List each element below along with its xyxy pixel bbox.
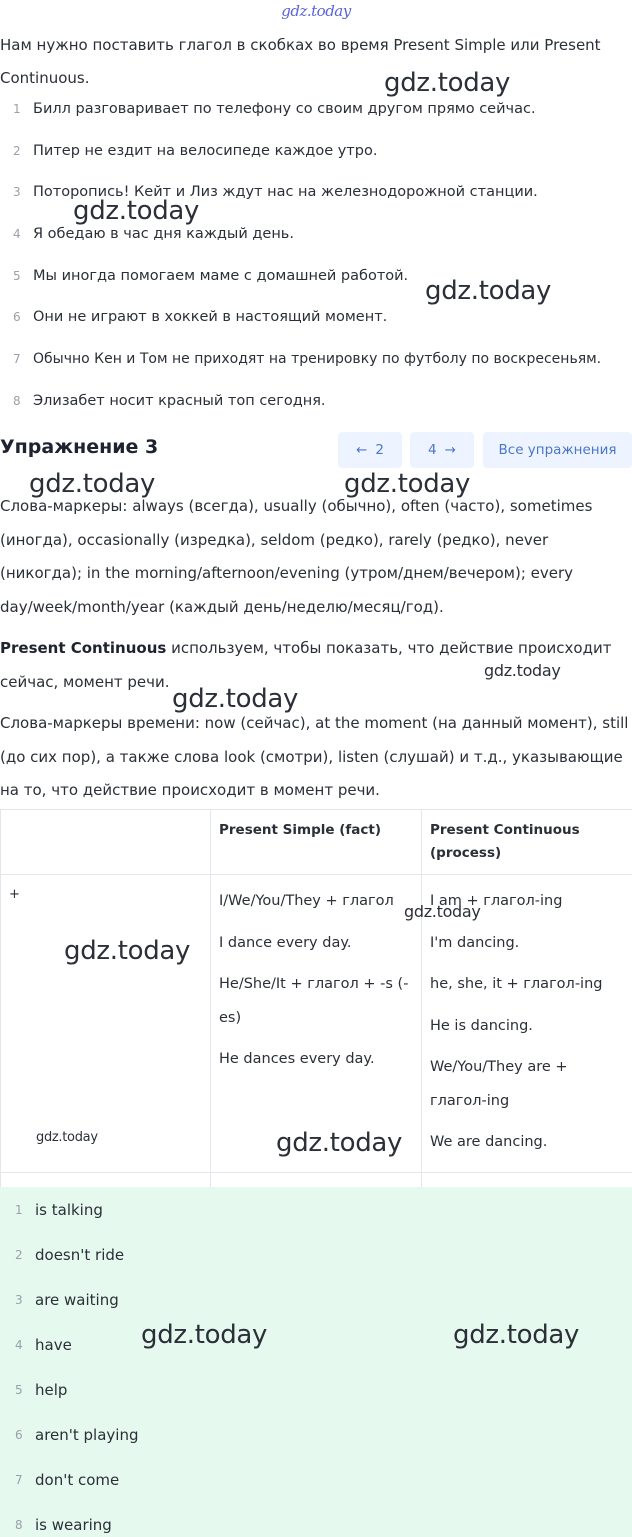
continuous-term: Present Continuous bbox=[0, 639, 167, 657]
table-header bbox=[1, 810, 211, 875]
item-number: 5 bbox=[13, 268, 21, 283]
item-text: Элизабет носит красный топ сегодня. bbox=[33, 392, 326, 409]
arrow-right-icon: → bbox=[444, 442, 456, 458]
continuous-usage-text: используем, чтобы показать, что действие происходит сейчас, момент речи. bbox=[0, 639, 612, 691]
table-cell-continuous bbox=[422, 875, 632, 1173]
list-item bbox=[0, 171, 632, 213]
item-number: 6 bbox=[13, 310, 21, 325]
answer-text: are waiting bbox=[35, 1290, 119, 1309]
item-text: Обычно Кен и Том не приходят на тренировку по футболу по воскресеньям. bbox=[33, 350, 602, 367]
table-cell-sign: + bbox=[1, 875, 211, 1173]
grammar-table bbox=[0, 809, 632, 1229]
answer-text: is talking bbox=[35, 1200, 103, 1219]
list-item bbox=[0, 88, 632, 130]
watermark: gdz.today bbox=[404, 902, 481, 921]
item-number: 8 bbox=[13, 393, 21, 408]
answer-number: 4 bbox=[15, 1337, 23, 1352]
answer-item bbox=[0, 1232, 632, 1277]
table-header: Present Continuous (process) bbox=[422, 810, 632, 875]
answer-item bbox=[0, 1502, 632, 1537]
exercise-translation-list bbox=[0, 88, 632, 422]
answer-text: don't come bbox=[35, 1470, 120, 1489]
watermark: gdz.today bbox=[64, 936, 191, 966]
theory-section bbox=[0, 490, 630, 816]
answer-item bbox=[0, 1367, 632, 1412]
table-cell-line: I am + глагол-ing bbox=[430, 893, 563, 909]
watermark: gdz.today bbox=[36, 1130, 98, 1145]
table-header: Present Simple (fact) bbox=[211, 810, 422, 875]
watermark: gdz.today bbox=[276, 1128, 403, 1158]
continuous-markers-paragraph: Слова-маркеры времени: now (сейчас), at the moment (на данный момент), still (до сих пор), а также слова look (смотри), listen (слушай) и т.д., указывающие на то, что действие происходит в момент речи. bbox=[0, 714, 629, 799]
item-text: Мы иногда помогаем маме с домашней работой. bbox=[33, 267, 409, 284]
item-text: Поторопись! Кейт и Лиз ждут нас на железнодорожной станции. bbox=[33, 184, 538, 201]
table-cell-line: We/You/They are + глагол-ing bbox=[430, 1059, 568, 1109]
exercise-title: Упражнение 3 bbox=[0, 436, 159, 458]
watermark: gdz.today bbox=[384, 68, 511, 98]
watermark: gdz.today bbox=[484, 661, 561, 680]
answer-text: is wearing bbox=[35, 1515, 112, 1534]
site-logo[interactable]: gdz.today bbox=[281, 2, 351, 20]
all-exercises-button[interactable] bbox=[483, 432, 632, 468]
list-item bbox=[0, 380, 632, 422]
table-cell-line: I'm dancing. bbox=[430, 934, 520, 951]
answer-number: 6 bbox=[15, 1427, 23, 1442]
watermark: gdz.today bbox=[172, 684, 299, 714]
table-cell-line: I/We/You/They + глагол bbox=[219, 893, 394, 909]
answer-item bbox=[0, 1457, 632, 1502]
watermark: gdz.today bbox=[141, 1320, 268, 1350]
item-number: 4 bbox=[13, 226, 21, 241]
answer-text: aren't playing bbox=[35, 1425, 139, 1444]
answers-panel bbox=[0, 1187, 632, 1537]
watermark: gdz.today bbox=[344, 469, 471, 499]
table-cell-line: He is dancing. bbox=[430, 1017, 533, 1034]
item-number: 1 bbox=[13, 101, 21, 116]
simple-markers-paragraph: Слова-маркеры: always (всегда), usually (обычно), often (часто), sometimes (иногда), occasionally (изредка), seldom (редко), rarely (редко), never (никогда); in the morning/afternoon/evening (утром/днем/вечером); every day/week/month/year (каждый день/неделю/месяц/год). bbox=[0, 497, 593, 616]
list-item bbox=[0, 338, 632, 380]
answer-item bbox=[0, 1412, 632, 1457]
next-exercise-label: 4 bbox=[428, 442, 437, 458]
list-item bbox=[0, 255, 632, 297]
continuous-usage-paragraph bbox=[0, 632, 630, 699]
item-number: 7 bbox=[13, 351, 21, 366]
list-item bbox=[0, 213, 632, 255]
item-text: Билл разговаривает по телефону со своим другом прямо сейчас. bbox=[33, 100, 536, 117]
table-row bbox=[1, 875, 632, 1173]
answer-number: 3 bbox=[15, 1292, 23, 1307]
answer-number: 2 bbox=[15, 1247, 23, 1262]
exercise-header bbox=[0, 430, 632, 468]
next-exercise-button[interactable] bbox=[410, 432, 474, 468]
watermark: gdz.today bbox=[29, 469, 156, 499]
prev-exercise-button[interactable] bbox=[338, 432, 402, 468]
table-cell-line: We are dancing. bbox=[430, 1134, 548, 1150]
table-header-row bbox=[1, 810, 632, 875]
answer-number: 7 bbox=[15, 1472, 23, 1487]
item-text: Питер не ездит на велосипеде каждое утро. bbox=[33, 142, 378, 159]
table-cell-line: he, she, it + глагол-ing bbox=[430, 976, 603, 992]
all-exercises-label: Все упражнения bbox=[498, 442, 617, 458]
list-item bbox=[0, 130, 632, 172]
answer-text: help bbox=[35, 1380, 68, 1399]
item-text: Я обедаю в час дня каждый день. bbox=[33, 225, 294, 242]
answer-item bbox=[0, 1322, 632, 1367]
answer-item bbox=[0, 1277, 632, 1322]
answer-number: 8 bbox=[15, 1517, 23, 1532]
task-intro: Нам нужно поставить глагол в скобках во время Present Simple или Present Continuous. bbox=[0, 36, 601, 87]
item-number: 3 bbox=[13, 185, 21, 200]
answer-text: doesn't ride bbox=[35, 1245, 125, 1264]
item-number: 2 bbox=[13, 143, 21, 158]
answer-text: have bbox=[35, 1335, 72, 1354]
table-cell-line: I dance every day. bbox=[219, 934, 352, 951]
table-cell-simple bbox=[211, 875, 422, 1173]
prev-exercise-label: 2 bbox=[375, 442, 384, 458]
table-cell-line: He dances every day. bbox=[219, 1051, 375, 1067]
arrow-left-icon: ← bbox=[356, 442, 368, 458]
item-text: Они не играют в хоккей в настоящий момент. bbox=[33, 309, 388, 326]
answer-number: 5 bbox=[15, 1382, 23, 1397]
watermark: gdz.today bbox=[73, 196, 200, 226]
answer-item bbox=[0, 1187, 632, 1232]
watermark: gdz.today bbox=[425, 276, 552, 306]
list-item bbox=[0, 296, 632, 338]
watermark: gdz.today bbox=[453, 1320, 580, 1350]
table-cell-line: He/She/It + глагол + -s (-es) bbox=[219, 976, 409, 1026]
answer-number: 1 bbox=[15, 1202, 23, 1217]
